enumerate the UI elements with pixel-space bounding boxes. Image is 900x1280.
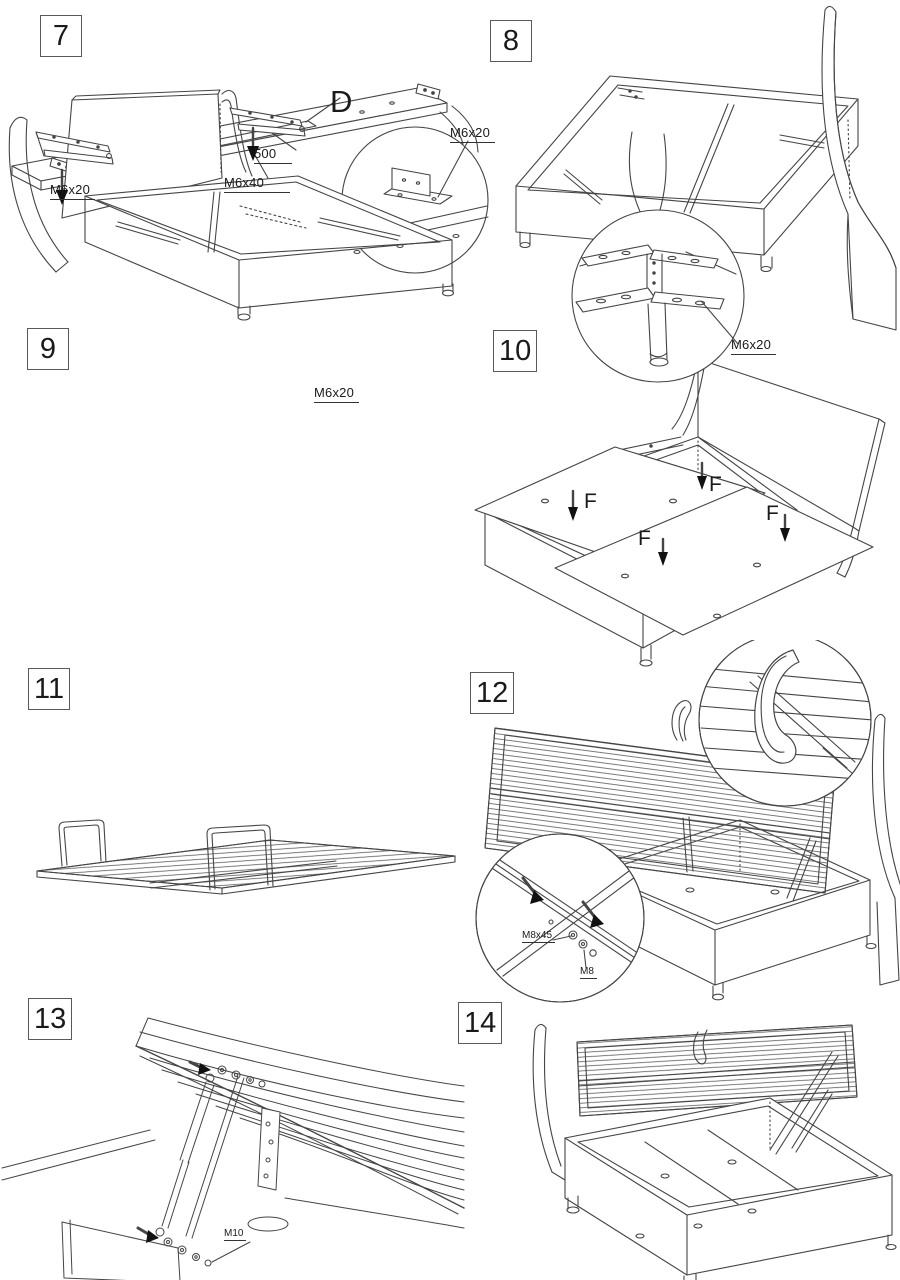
step-11-drawing xyxy=(0,650,470,990)
step-number: 13 xyxy=(34,1002,67,1035)
fastener-label-m6x20: M6x20 xyxy=(731,338,776,355)
step-number: 10 xyxy=(499,334,532,367)
panel-f-label: F xyxy=(709,473,723,496)
step-7-number-box xyxy=(40,15,82,57)
step-number: 7 xyxy=(52,19,70,52)
dimension-label: 500 xyxy=(254,147,292,164)
fastener-label-m8: M8 xyxy=(580,966,597,979)
step-number: 9 xyxy=(39,332,57,365)
step-13-number-box xyxy=(28,998,72,1040)
step-number: 14 xyxy=(464,1006,497,1039)
fastener-label-m6x20-callout: M6x20 xyxy=(450,126,495,143)
fastener-label-m6x20: M6x20 xyxy=(314,386,359,403)
panel-f-label: F xyxy=(584,490,598,513)
part-letter-label: D xyxy=(330,84,353,119)
panel-f-label: F xyxy=(766,502,780,525)
step-number: 11 xyxy=(34,672,65,705)
step-14-number-box xyxy=(458,1002,502,1044)
fastener-label-m10: M10 xyxy=(224,1228,246,1241)
fastener-label-m8x45: M8x45 xyxy=(522,930,555,943)
step-number: 12 xyxy=(476,676,509,709)
step-11-number-box xyxy=(28,668,70,710)
fastener-label-m6x40: M6x40 xyxy=(224,176,290,193)
fastener-label-m6x20: M6x20 xyxy=(50,183,95,200)
step-12-number-box xyxy=(470,672,514,714)
step-14-drawing xyxy=(440,990,900,1280)
panel-f-label: F xyxy=(638,527,652,550)
step-10-number-box xyxy=(493,330,537,372)
step-9-number-box xyxy=(27,328,69,370)
step-panel-11 xyxy=(0,650,470,990)
step-number: 8 xyxy=(502,24,520,57)
step-panel-12 xyxy=(455,640,900,1005)
step-12-drawing xyxy=(455,640,900,1005)
step-8-number-box xyxy=(490,20,532,62)
step-panel-14 xyxy=(440,990,900,1280)
